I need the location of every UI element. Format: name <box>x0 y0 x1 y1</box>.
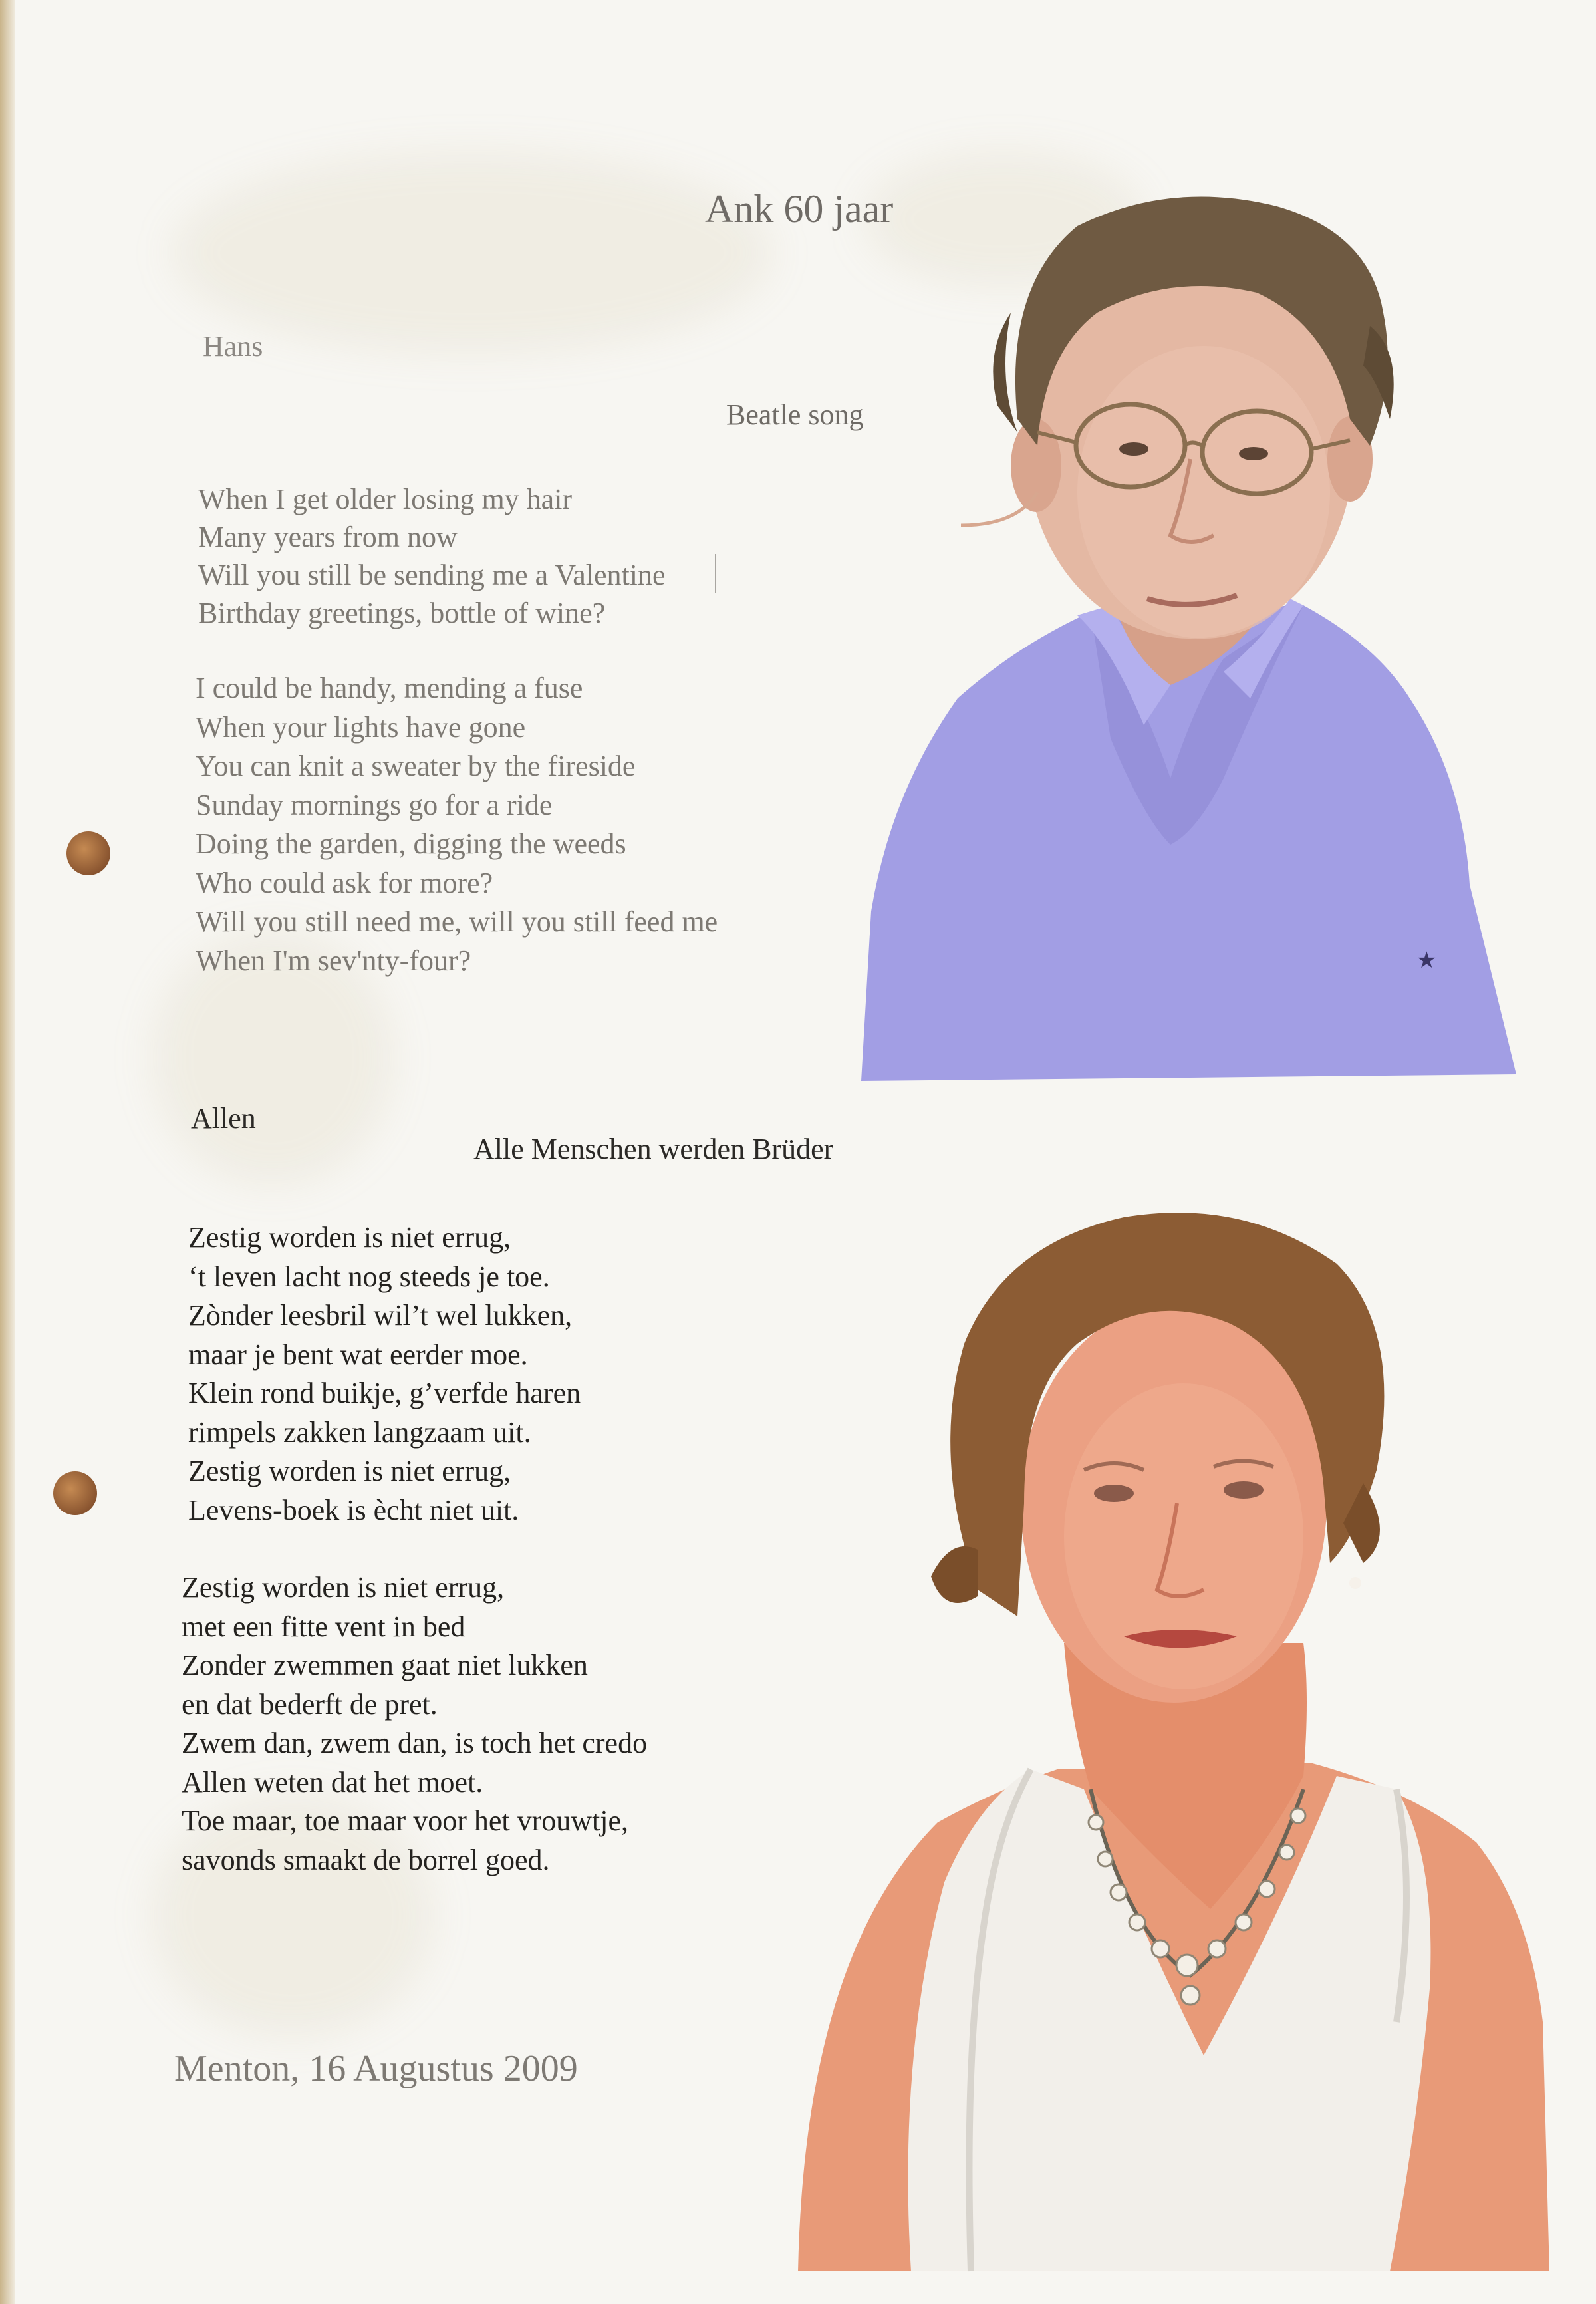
photo-man-portrait <box>798 180 1543 1084</box>
punch-hole <box>53 1471 97 1515</box>
stanza-allen-2 <box>182 1568 647 1880</box>
stanza-hans-2 <box>196 669 718 980</box>
verse-line: Will you still be sending me a Valentine <box>198 559 666 591</box>
footer-date: Menton, 16 Augustus 2009 <box>174 2048 578 2089</box>
verse-line: Sunday mornings go for a ride <box>196 788 553 821</box>
stanza-hans-1 <box>198 480 666 632</box>
verse-line: maar je bent wat eerder moe. <box>188 1338 528 1371</box>
verse-line: Zestig worden is niet errug, <box>182 1571 505 1604</box>
verse-line: Who could ask for more? <box>196 866 493 899</box>
verse-line: Zwem dan, zwem dan, is toch het credo <box>182 1727 648 1759</box>
verse-line: Klein rond buikje, g’verfde haren <box>188 1377 581 1409</box>
verse-line: Zestig worden is niet errug, <box>188 1455 511 1487</box>
verse-line: Birthday greetings, bottle of wine? <box>198 597 606 629</box>
paper-stain <box>173 153 771 353</box>
verse-line: Allen weten dat het moet. <box>182 1765 483 1799</box>
verse-line: Zonder zwemmen gaat niet lukken <box>182 1649 588 1681</box>
photo-woman-portrait <box>778 1191 1563 2275</box>
verse-line: Zestig worden is niet errug, <box>188 1221 511 1254</box>
verse-line: When I'm sev'nty-four? <box>196 944 471 977</box>
speaker-allen: Allen <box>191 1102 256 1135</box>
svg-text:★: ★ <box>1416 947 1437 974</box>
verse-line: When your lights have gone <box>196 710 526 744</box>
song-title-beatle: Beatle song <box>726 398 864 431</box>
page-title: Ank 60 jaar <box>705 187 894 231</box>
verse-line: Zònder leesbril wil’t wel lukken, <box>188 1299 573 1332</box>
verse-line: ‘t leven lacht nog steeds je toe. <box>188 1260 550 1293</box>
paper-edge <box>0 0 15 2304</box>
verse-line: Levens-boek is ècht niet uit. <box>188 1493 519 1526</box>
verse-line: Will you still need me, will you still feed me <box>196 905 718 938</box>
verse-line: You can knit a sweater by the fireside <box>196 750 636 782</box>
verse-line: Many years from now <box>198 521 458 553</box>
verse-line: Toe maar, toe maar voor het vrouwtje, <box>182 1804 629 1837</box>
verse-line: rimpels zakken langzaam uit. <box>188 1415 531 1449</box>
verse-line: I could be handy, mending a fuse <box>196 672 583 704</box>
verse-line: When I get older losing my hair <box>198 483 573 515</box>
verse-line: Doing the garden, digging the weeds <box>196 827 626 860</box>
punch-hole <box>66 831 110 875</box>
text-cursor <box>715 554 716 593</box>
verse-line: savonds smaakt de borrel goed. <box>182 1843 550 1876</box>
song-title-alle-menschen: Alle Menschen werden Brüder <box>473 1133 834 1165</box>
stanza-allen-1 <box>188 1219 581 1530</box>
verse-line: en dat bederft de pret. <box>182 1687 438 1721</box>
verse-line: met een fitte vent in bed <box>182 1610 466 1643</box>
speaker-hans: Hans <box>203 330 263 362</box>
